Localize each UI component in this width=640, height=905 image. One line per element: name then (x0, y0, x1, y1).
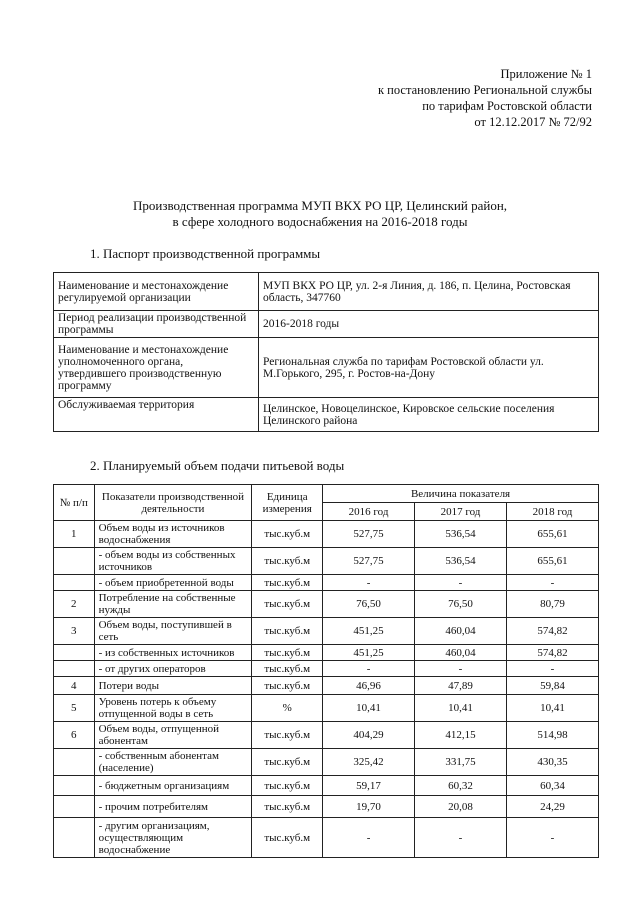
header-year-2018: 2018 год (506, 503, 598, 521)
row-unit: тыс.куб.м (252, 618, 323, 645)
row-value-2018: 655,61 (506, 548, 598, 575)
appendix-line-2: к постановлению Региональной службы (377, 83, 592, 97)
row-unit: тыс.куб.м (252, 591, 323, 618)
passport-value: Целинское, Новоцелинское, Кировское сельские поселения Целинского района (259, 398, 599, 432)
passport-value: 2016-2018 годы (259, 311, 599, 338)
row-value-2017: 47,89 (415, 677, 507, 695)
row-num (54, 818, 95, 858)
row-name: - собственным абонентам (население) (94, 749, 252, 776)
row-value-2017: 412,15 (415, 722, 507, 749)
row-value-2017: 76,50 (415, 591, 507, 618)
section-2-heading: 2. Планируемый объем подачи питьевой воды (90, 458, 345, 473)
row-value-2017: 536,54 (415, 548, 507, 575)
row-num: 1 (54, 521, 95, 548)
row-name: Объем воды, отпущенной абонентам (94, 722, 252, 749)
appendix-line-4: от 12.12.2017 № 72/92 (474, 115, 592, 129)
row-name: Объем воды из источников водоснабжения (94, 521, 252, 548)
table-row (54, 591, 599, 618)
row-value-2018: 24,29 (506, 796, 598, 818)
passport-row (54, 338, 599, 398)
header-num: № п/п (54, 485, 95, 521)
passport-value: МУП ВКХ РО ЦР, ул. 2-я Линия, д. 186, п. Целина, Ростовская область, 347760 (259, 273, 599, 311)
appendix-line-3: по тарифам Ростовской области (422, 99, 592, 113)
passport-label: Обслуживаемая территория (54, 398, 259, 432)
table-row (54, 695, 599, 722)
row-value-2016: 527,75 (323, 521, 415, 548)
row-value-2016: - (323, 575, 415, 591)
row-num (54, 548, 95, 575)
row-unit: тыс.куб.м (252, 677, 323, 695)
row-unit: % (252, 695, 323, 722)
row-value-2016: 76,50 (323, 591, 415, 618)
header-year-2017: 2017 год (415, 503, 507, 521)
title-line-2: в сфере холодного водоснабжения на 2016-2018 годы (172, 214, 468, 229)
row-unit: тыс.куб.м (252, 722, 323, 749)
row-num: 5 (54, 695, 95, 722)
row-value-2016: 404,29 (323, 722, 415, 749)
row-name: - объем приобретенной воды (94, 575, 252, 591)
row-unit: тыс.куб.м (252, 521, 323, 548)
row-value-2016: 451,25 (323, 645, 415, 661)
title-line-1: Производственная программа МУП ВКХ РО ЦР, Целинский район, (132, 198, 508, 213)
row-value-2017: - (415, 661, 507, 677)
passport-table (53, 272, 599, 432)
row-name: - другим организациям, осуществляющим водоснабжение (94, 818, 252, 858)
row-name: Потребление на собственные нужды (94, 591, 252, 618)
row-name: - прочим потребителям (94, 796, 252, 818)
passport-value: Региональная служба по тарифам Ростовской области ул. М.Горького, 295, г. Ростов-на-Дону (259, 338, 599, 398)
row-name: - от других операторов (94, 661, 252, 677)
passport-label: Наименование и местонахождение уполномоченного органа, утвердившего производственную программу (54, 338, 259, 398)
row-value-2018: 574,82 (506, 645, 598, 661)
passport-row (54, 273, 599, 311)
row-value-2017: 460,04 (415, 645, 507, 661)
row-num (54, 575, 95, 591)
row-value-2018: 60,34 (506, 776, 598, 796)
row-value-2017: 10,41 (415, 695, 507, 722)
table-row (54, 776, 599, 796)
header-year-2016: 2016 год (323, 503, 415, 521)
row-value-2016: 10,41 (323, 695, 415, 722)
row-value-2017: 536,54 (415, 521, 507, 548)
row-unit: тыс.куб.м (252, 661, 323, 677)
row-value-2018: 574,82 (506, 618, 598, 645)
appendix-block (378, 66, 592, 130)
row-name: Потери воды (94, 677, 252, 695)
row-num (54, 661, 95, 677)
row-name: - объем воды из собственных источников (94, 548, 252, 575)
row-num: 6 (54, 722, 95, 749)
row-unit: тыс.куб.м (252, 548, 323, 575)
row-value-2018: 10,41 (506, 695, 598, 722)
passport-row (54, 398, 599, 432)
passport-label: Наименование и местонахождение регулируемой организации (54, 273, 259, 311)
row-unit: тыс.куб.м (252, 749, 323, 776)
header-row (54, 485, 599, 503)
row-value-2016: 59,17 (323, 776, 415, 796)
row-num: 3 (54, 618, 95, 645)
row-value-2016: 19,70 (323, 796, 415, 818)
row-value-2018: - (506, 661, 598, 677)
row-value-2017: 20,08 (415, 796, 507, 818)
table-row (54, 677, 599, 695)
row-value-2018: 430,35 (506, 749, 598, 776)
row-value-2016: 527,75 (323, 548, 415, 575)
row-value-2016: - (323, 661, 415, 677)
table-row (54, 618, 599, 645)
header-indicator: Показатели производственной деятельности (94, 485, 252, 521)
appendix-line-1: Приложение № 1 (500, 67, 592, 81)
table-row (54, 796, 599, 818)
row-value-2017: 331,75 (415, 749, 507, 776)
header-unit: Единица измерения (252, 485, 323, 521)
row-name: Объем воды, поступившей в сеть (94, 618, 252, 645)
row-value-2016: - (323, 818, 415, 858)
row-num (54, 796, 95, 818)
row-value-2016: 46,96 (323, 677, 415, 695)
row-num (54, 749, 95, 776)
table-row (54, 661, 599, 677)
header-value: Величина показателя (323, 485, 599, 503)
row-unit: тыс.куб.м (252, 796, 323, 818)
row-value-2018: - (506, 575, 598, 591)
row-value-2018: 655,61 (506, 521, 598, 548)
section-1-heading: 1. Паспорт производственной программы (90, 246, 321, 261)
passport-label: Период реализации производственной программы (54, 311, 259, 338)
row-value-2018: 80,79 (506, 591, 598, 618)
table-row (54, 575, 599, 591)
row-unit: тыс.куб.м (252, 575, 323, 591)
row-name: Уровень потерь к объему отпущенной воды в сеть (94, 695, 252, 722)
water-volume-table (53, 484, 599, 858)
row-value-2017: - (415, 575, 507, 591)
row-unit: тыс.куб.м (252, 818, 323, 858)
row-value-2017: 60,32 (415, 776, 507, 796)
row-value-2018: 59,84 (506, 677, 598, 695)
row-num (54, 645, 95, 661)
row-num: 2 (54, 591, 95, 618)
table-row (54, 722, 599, 749)
table-row (54, 521, 599, 548)
table-row (54, 818, 599, 858)
row-name: - из собственных источников (94, 645, 252, 661)
row-value-2018: - (506, 818, 598, 858)
row-unit: тыс.куб.м (252, 645, 323, 661)
row-value-2017: 460,04 (415, 618, 507, 645)
row-num (54, 776, 95, 796)
table-row (54, 749, 599, 776)
row-value-2016: 451,25 (323, 618, 415, 645)
row-value-2017: - (415, 818, 507, 858)
row-value-2016: 325,42 (323, 749, 415, 776)
passport-row (54, 311, 599, 338)
table-row (54, 645, 599, 661)
row-unit: тыс.куб.м (252, 776, 323, 796)
document-title (0, 198, 640, 230)
row-value-2018: 514,98 (506, 722, 598, 749)
table-row (54, 548, 599, 575)
row-num: 4 (54, 677, 95, 695)
row-name: - бюджетным организациям (94, 776, 252, 796)
